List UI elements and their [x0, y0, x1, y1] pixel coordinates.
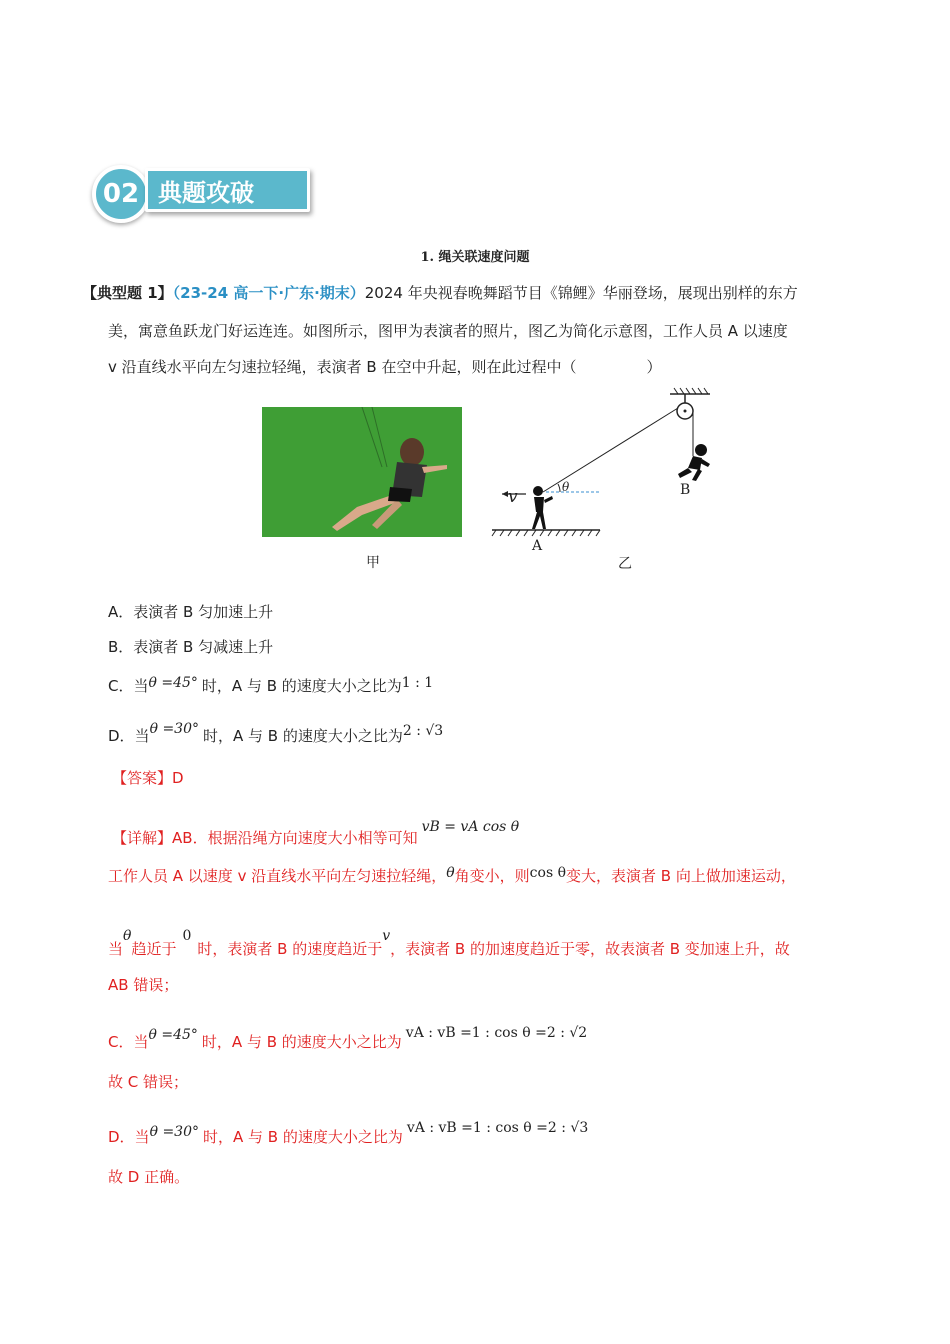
explanation-text-3d: ，表演者 B 的加速度趋近于零，故表演者 B 变加速上升，故 [390, 940, 790, 958]
explanation-zero-3: 0 [182, 928, 192, 944]
question-line-1 [82, 282, 798, 304]
explanation-line-5 [108, 1022, 587, 1053]
explanation-line-7 [108, 1117, 588, 1148]
option-b: B．表演者 B 匀减速上升 [108, 638, 274, 656]
explanation-line-8: 故 D 正确。 [108, 1168, 190, 1186]
explanation-text-3b: 趋近于 [131, 940, 177, 958]
question-label: 【典型题 1】 [82, 284, 173, 302]
option-d-prefix: D．当 [108, 727, 150, 745]
explanation-label: 【详解】 [112, 829, 173, 847]
explanation-text-7b: 时，A 与 B 的速度大小之比为 [203, 1128, 403, 1146]
option-c-ratio: 1 : 1 [401, 675, 434, 691]
explanation-text-1: AB．根据沿绳方向速度大小相等可知 [172, 829, 418, 847]
option-a: A．表演者 B 匀加速上升 [108, 603, 274, 621]
explanation-line-2 [108, 862, 796, 887]
explanation-text-3a: 当 [108, 940, 124, 958]
section-title: 1. 绳关联速度问题 [420, 250, 530, 265]
option-c-angle: θ =45° [148, 675, 198, 691]
option-d [108, 718, 443, 747]
question-line-2: 美，寓意鱼跃龙门好运连连。如图所示，图甲为表演者的照片，图乙为简化示意图，工作人员 A 以速度 [108, 322, 788, 340]
figure-caption-jia: 甲 [366, 555, 380, 571]
explanation-cos-2: cos θ [529, 865, 567, 881]
explanation-line-6: 故 C 错误； [108, 1073, 189, 1091]
answer-label: 【答案】 [112, 769, 173, 787]
option-d-ratio: 2 : √3 [402, 723, 444, 739]
explanation-line-3 [108, 925, 790, 960]
figure-caption-yi: 乙 [618, 556, 632, 572]
question-close-paren: ） [646, 358, 662, 376]
option-c [108, 672, 433, 697]
velocity-label: v [508, 487, 518, 507]
label-a: A [532, 538, 543, 554]
section-header-title: 典题攻破 [145, 168, 310, 212]
explanation-text-5b: 时，A 与 B 的速度大小之比为 [201, 1033, 402, 1051]
option-d-text: 时，A 与 B 的速度大小之比为 [203, 727, 403, 745]
explanation-angle-7: θ =30° [149, 1124, 199, 1140]
explanation-angle-5: θ =45° [148, 1027, 198, 1043]
explanation-text-2c: 变大，表演者 B 向上做加速运动， [566, 867, 796, 885]
section-number-badge: 02 [92, 165, 150, 223]
answer [112, 767, 184, 789]
rope-diagram [488, 384, 718, 559]
explanation-text-2b: 角变小，则 [454, 867, 530, 885]
label-b: B [680, 482, 691, 498]
explanation-text-5a: C．当 [108, 1033, 149, 1051]
question-line-3 [108, 356, 662, 378]
question-source: （23-24 高一下·广东·期末） [172, 284, 365, 302]
option-d-angle: θ =30° [149, 721, 199, 737]
option-c-prefix: C．当 [108, 677, 149, 695]
answer-value: D [172, 769, 184, 787]
question-text-3: v 沿直线水平向左匀速拉轻绳，表演者 B 在空中升起，则在此过程中（ [108, 358, 577, 376]
question-text-1: 2024 年央视春晚舞蹈节目《锦鲤》华丽登场，展现出别样的东方 [364, 284, 798, 302]
explanation-theta-3: θ [123, 928, 132, 944]
explanation-text-2a: 工作人员 A 以速度 v 沿直线水平向左匀速拉轻绳， [108, 867, 447, 885]
explanation-line-4: AB 错误； [108, 976, 179, 994]
explanation-text-7a: D．当 [108, 1128, 150, 1146]
explanation-ratio-7: vA : vB =1 : cos θ =2 : √3 [406, 1120, 589, 1136]
explanation-text-3c: 时，表演者 B 的速度趋近于 [197, 940, 383, 958]
option-c-text: 时，A 与 B 的速度大小之比为 [201, 677, 402, 695]
performer-photo [262, 407, 462, 537]
explanation-theta-2: θ [446, 865, 455, 881]
explanation-line-1 [112, 816, 519, 849]
explanation-ratio-5: vA : vB =1 : cos θ =2 : √2 [405, 1025, 588, 1041]
explanation-v-3: v [382, 928, 391, 944]
theta-label: θ [562, 480, 570, 494]
explanation-formula-1: vB = vA cos θ [421, 819, 520, 835]
